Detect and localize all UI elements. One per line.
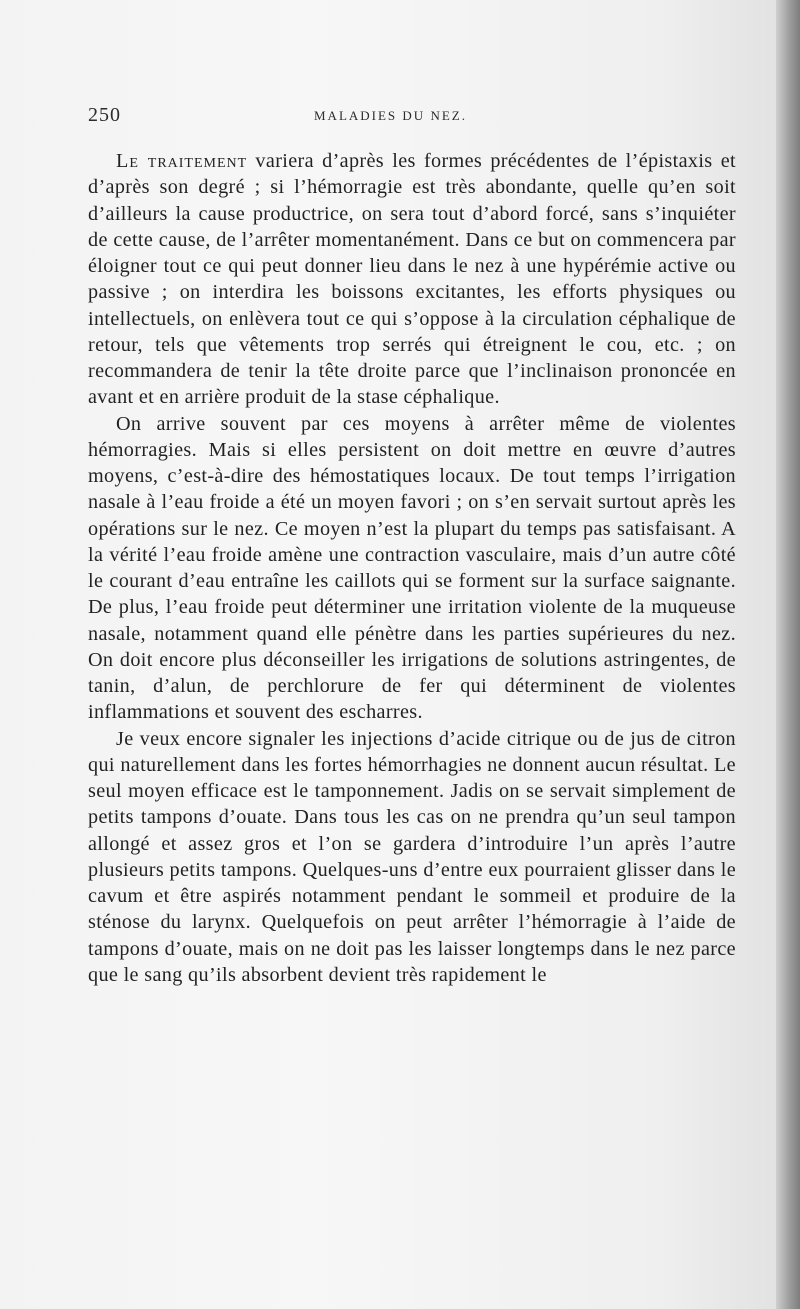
paragraph-text: variera d’après les formes précédentes de l’épistaxis et d’après son degré ; si l’hémorragie est très abondante, quelle qu’en soit d’ailleurs la cause productrice, on sera tout d’abord forcé, sans s’inquiéter de cette cause, de l’arrêter momentanément. Dans ce but on commencera par éloigner tout ce qui peut donner lieu dans le nez à une hypérémie active ou passive ; on interdira les boissons excitantes, les efforts physiques ou intellectuels, on enlèvera tout ce qui s’oppose à la circulation céphalique de retour, tels que vêtements trop serrés qui étreignent le cou, etc. ; on recommandera de tenir la tête droite parce que l’inclinaison prononcée en avant et en arrière produit de la stase céphalique. bbox=[88, 150, 736, 409]
running-head: MALADIES DU NEZ. bbox=[314, 108, 467, 123]
paragraph-1 bbox=[88, 148, 736, 411]
paragraph-2: On arrive souvent par ces moyens à arrêter même de violentes hémorragies. Mais si elles persistent on doit mettre en œuvre d’autres moyens, c’est-à-dire des hémostatiques locaux. De tout temps l’irrigation nasale à l’eau froide a été un moyen favori ; on s’en servait surtout après les opérations sur le nez. Ce moyen n’est la plupart du temps pas satisfaisant. A la vérité l’eau froide amène une contraction vasculaire, mais d’un autre côté le courant d’eau entraîne les caillots qui se forment sur la surface saignante. De plus, l’eau froide peut déterminer une irritation violente de la muqueuse nasale, notamment quand elle pénètre dans les parties supérieures du nez. On doit encore plus déconseiller les irrigations de solutions astringentes, de tanin, d’alun, de perchlorure de fer qui déterminent de violentes inflammations et souvent des escharres. bbox=[88, 412, 736, 724]
page-header bbox=[88, 104, 738, 130]
paragraph-lead: Le traitement bbox=[116, 150, 248, 172]
paragraph-3: Je veux encore signaler les injections d’acide citrique ou de jus de citron qui naturellement dans les fortes hémorrhagies ne donnent aucun résultat. Le seul moyen efficace est le tamponnement. Jadis on se servait simplement de petits tampons d’ouate. Dans tous les cas on ne prendra qu’un seul tampon allongé et assez gros et l’on se gardera d’introduire l’un après l’autre plusieurs petits tampons. Quelques-uns d’entre eux pourraient glisser dans le cavum et être aspirés notamment pendant le sommeil et produire de la sténose du larynx. Quelquefois on peut arrêter l’hémorragie à l’aide de tampons d’ouate, mais on ne doit pas les laisser longtemps dans le nez parce que le sang qu’ils absorbent devient très rapidement le bbox=[88, 727, 736, 986]
page-number: 250 bbox=[88, 104, 121, 126]
scan-edge-shadow bbox=[776, 0, 800, 1309]
body-text bbox=[88, 148, 736, 988]
